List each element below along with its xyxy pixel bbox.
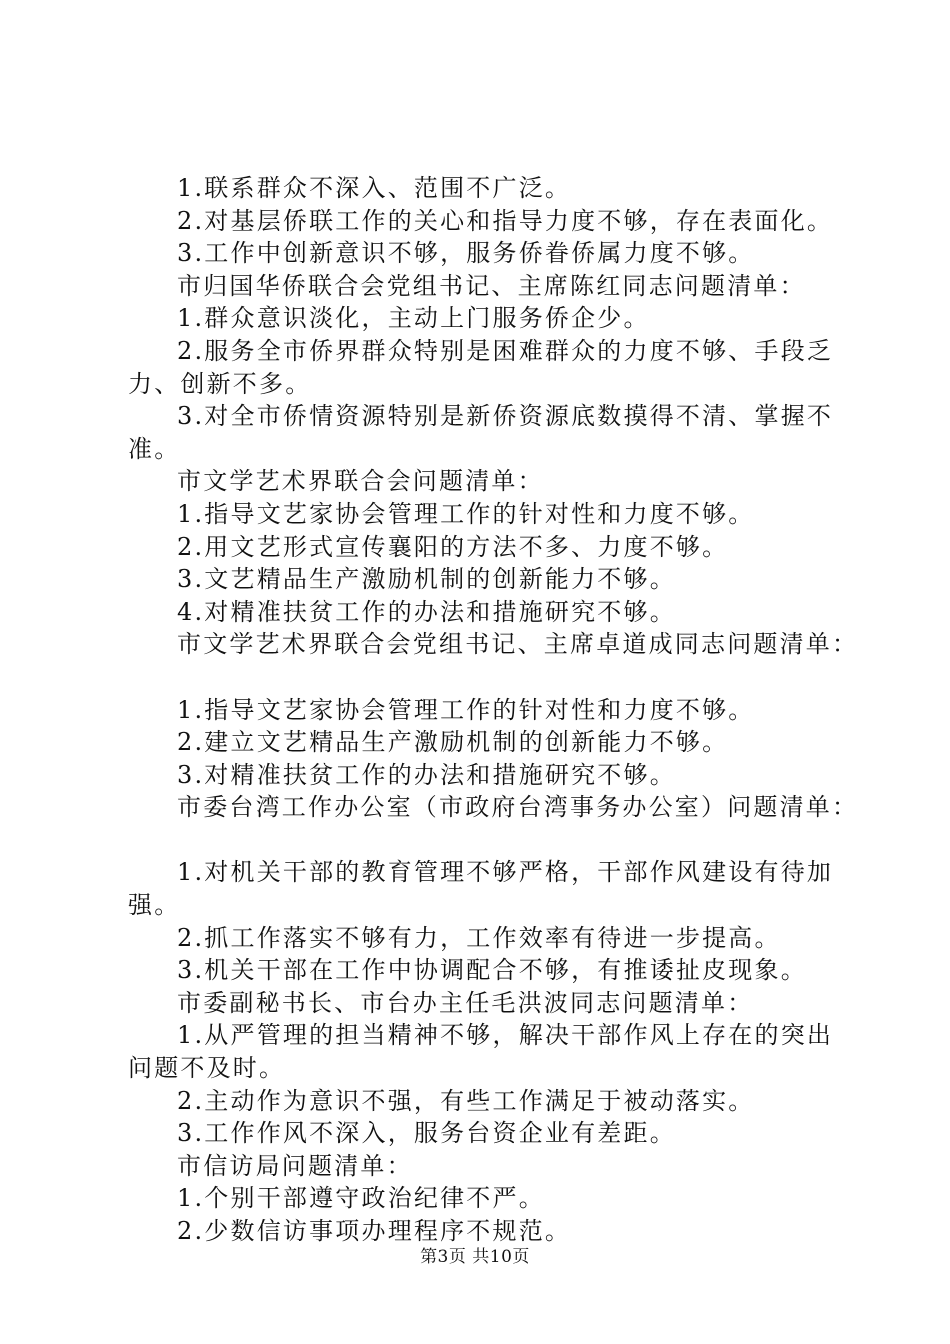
list-item-continuation: 问题不及时。 [128,1054,286,1083]
list-item: 3.工作作风不深入，服务台资企业有差距。 [177,1119,676,1148]
section-heading: 市信访局问题清单： [177,1151,413,1180]
list-item: 2.主动作为意识不强，有些工作满足于被动落实。 [177,1086,755,1115]
list-item: 2.对基层侨联工作的关心和指导力度不够，存在表面化。 [177,206,834,235]
list-item: 1.联系群众不深入、范围不广泛。 [177,174,572,202]
list-item: 2.建立文艺精品生产激励机制的创新能力不够。 [177,728,729,757]
list-item: 2.少数信访事项办理程序不规范。 [177,1217,572,1245]
list-item: 3.对全市侨情资源特别是新侨资源底数摸得不清、掌握不 [177,402,834,431]
blank-line [128,824,840,857]
list-item: 1.指导文艺家协会管理工作的针对性和力度不够。 [177,499,755,528]
list-item: 3.工作中创新意识不够，服务侨眷侨属力度不够。 [177,239,755,268]
page-number-footer: 第3页 共10页 [420,1247,530,1267]
blank-line [128,661,840,694]
list-item: 1.从严管理的担当精神不够，解决干部作风上存在的突出 [177,1021,834,1050]
section-heading: 市文学艺术界联合会问题清单： [177,467,544,496]
document-body [128,172,859,1248]
list-item: 1.群众意识淡化，主动上门服务侨企少。 [177,304,650,333]
list-item-continuation: 准。 [128,434,181,463]
list-item: 1.个别干部遵守政治纪律不严。 [177,1184,545,1213]
list-item: 2.用文艺形式宣传襄阳的方法不多、力度不够。 [177,532,729,561]
list-item: 1.对机关干部的教育管理不够严格，干部作风建设有待加 [177,858,834,887]
list-item-continuation: 力、创新不多。 [128,369,312,398]
list-item: 2.服务全市侨界群众特别是困难群众的力度不够、手段乏 [177,336,834,365]
list-item: 3.对精准扶贫工作的办法和措施研究不够。 [177,760,676,789]
section-heading: 市委台湾工作办公室（市政府台湾事务办公室）问题清单： [177,793,859,822]
list-item: 3.文艺精品生产激励机制的创新能力不够。 [177,565,676,594]
list-item: 4.对精准扶贫工作的办法和措施研究不够。 [177,597,676,626]
list-item: 2.抓工作落实不够有力，工作效率有待进一步提高。 [177,923,781,952]
list-item: 1.指导文艺家协会管理工作的针对性和力度不够。 [177,695,755,724]
section-heading: 市委副秘书长、市台办主任毛洪波同志问题清单： [177,988,754,1017]
section-heading: 市文学艺术界联合会党组书记、主席卓道成同志问题清单： [177,630,859,659]
list-item-continuation: 强。 [128,891,181,920]
section-heading: 市归国华侨联合会党组书记、主席陈红同志问题清单： [177,271,806,300]
list-item: 3.机关干部在工作中协调配合不够，有推诿扯皮现象。 [177,956,807,985]
